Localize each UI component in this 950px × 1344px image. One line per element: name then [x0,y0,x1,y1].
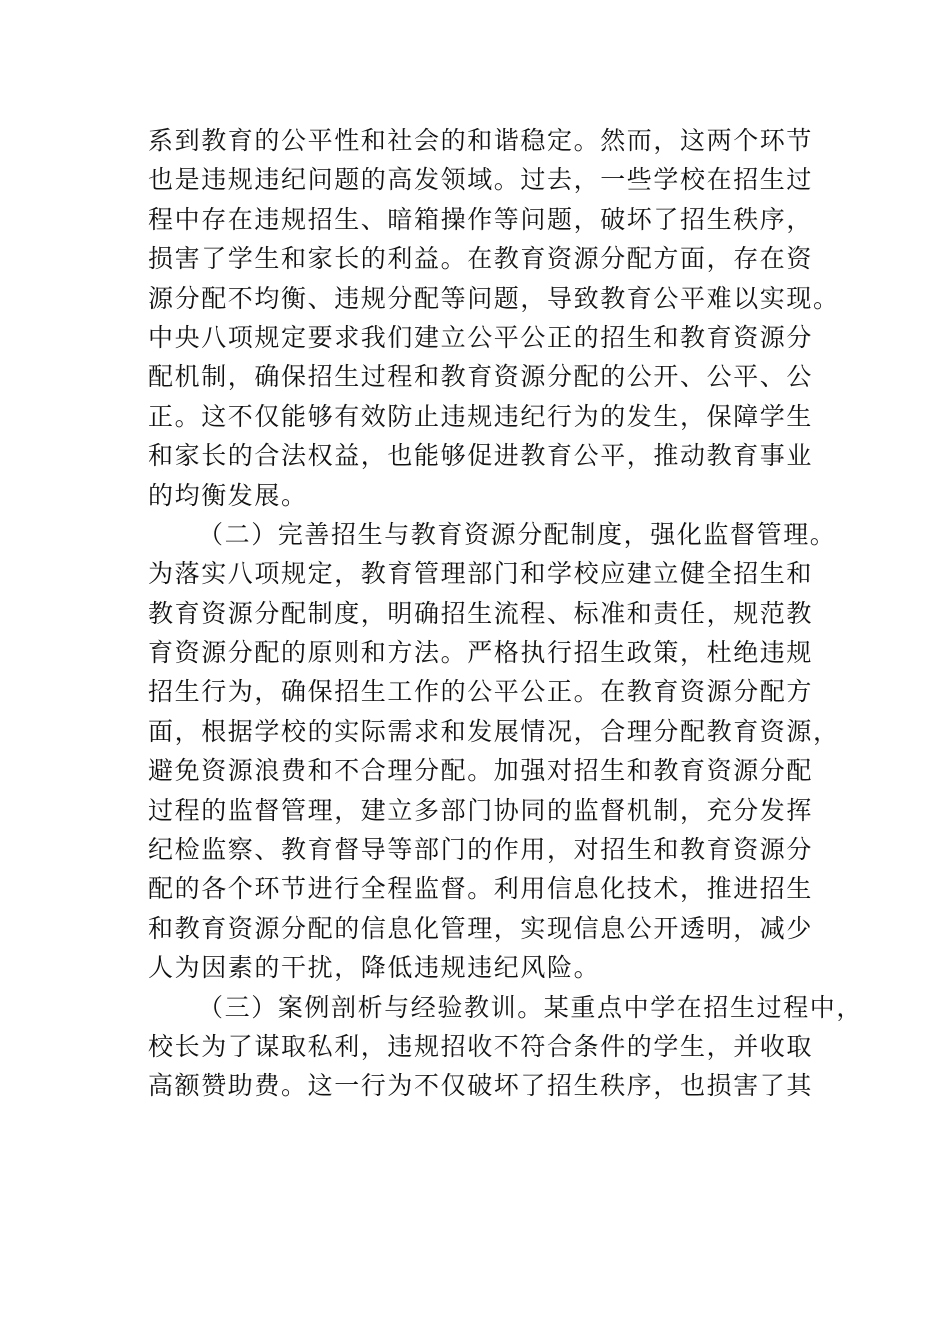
text-line: 校长为了谋取私利，违规招收不符合条件的学生，并收取 [148,1031,814,1061]
text-line: 高额赞助费。这一行为不仅破坏了招生秩序，也损害了其 [148,1071,814,1101]
text-line: 程中存在违规招生、暗箱操作等问题，破坏了招生秩序， [148,204,814,234]
text-line: 也是违规违纪问题的高发领域。过去，一些学校在招生过 [148,165,814,195]
section-heading-2: （二）完善招生与教育资源分配制度，强化监督管理。 [198,519,837,549]
text-line: 招生行为，确保招生工作的公平公正。在教育资源分配方 [148,677,814,707]
text-line: 育资源分配的原则和方法。严格执行招生政策，杜绝违规 [148,638,814,668]
section-heading-3: （三）案例剖析与经验教训。某重点中学在招生过程中， [198,992,864,1022]
text-line: 的均衡发展。 [148,480,308,510]
text-line: 和教育资源分配的信息化管理，实现信息公开透明，减少 [148,913,814,943]
text-line: 为落实八项规定，教育管理部门和学校应建立健全招生和 [148,559,814,589]
text-line: 配机制，确保招生过程和教育资源分配的公开、公平、公 [148,362,814,392]
text-line: 教育资源分配制度，明确招生流程、标准和责任，规范教 [148,598,814,628]
body-text [148,121,864,1106]
text-line: 避免资源浪费和不合理分配。加强对招生和教育资源分配 [148,756,814,786]
text-line: 过程的监督管理，建立多部门协同的监督机制，充分发挥 [148,795,814,825]
text-line: 系到教育的公平性和社会的和谐稳定。然而，这两个环节 [148,126,814,155]
text-line: 配的各个环节进行全程监督。利用信息化技术，推进招生 [148,874,814,904]
text-line: 纪检监察、教育督导等部门的作用，对招生和教育资源分 [148,835,814,865]
text-line: 中央八项规定要求我们建立公平公正的招生和教育资源分 [148,322,814,352]
text-line: 和家长的合法权益，也能够促进教育公平，推动教育事业 [148,441,814,471]
text-line: 面，根据学校的实际需求和发展情况，合理分配教育资源， [148,716,840,746]
text-line: 损害了学生和家长的利益。在教育资源分配方面，存在资 [148,244,814,274]
text-line: 正。这不仅能够有效防止违规违纪行为的发生，保障学生 [148,401,814,431]
text-line: 人为因素的干扰，降低违规违纪风险。 [148,953,601,983]
text-line: 源分配不均衡、违规分配等问题，导致教育公平难以实现。 [148,283,840,313]
